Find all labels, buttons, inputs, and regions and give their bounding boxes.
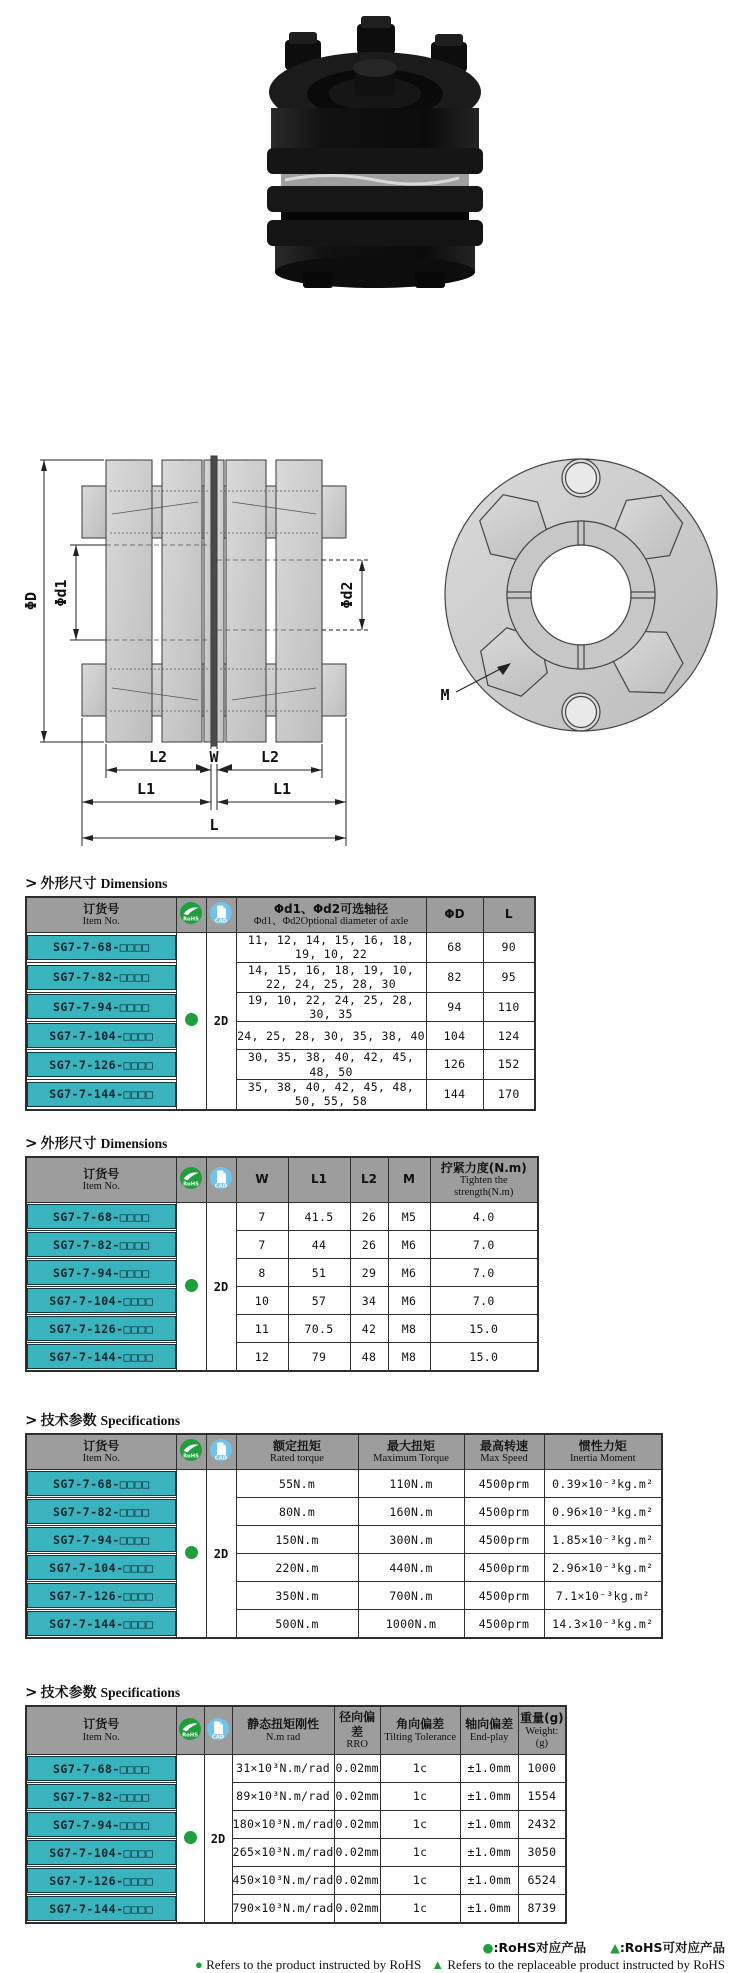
value-cell: 450×10³N.m/rad (232, 1867, 334, 1895)
value-cell: 124 (483, 1022, 535, 1050)
value-cell: 1000N.m (358, 1610, 464, 1639)
rohs-header-cell (176, 897, 206, 933)
item-no-cell: SG7-7-126-□□□□ (26, 1050, 176, 1080)
value-cell: 70.5 (288, 1315, 350, 1343)
value-cell: 24, 25, 28, 30, 35, 38, 40 (236, 1022, 426, 1050)
rohs-status-cell (176, 1470, 206, 1639)
rohs-status-cell (176, 1755, 204, 1924)
value-cell: 220N.m (236, 1554, 358, 1582)
heading-en: Specifications (100, 1413, 181, 1429)
dim-label-phi-d1: Φd1 (52, 579, 70, 607)
item-no-header: 订货号 Item No. (26, 897, 176, 933)
value-cell: 1c (380, 1811, 460, 1839)
value-cell: 1c (380, 1895, 460, 1924)
svg-text:RoHS: RoHS (183, 916, 199, 923)
heading-en: Dimensions (100, 876, 168, 891)
dim-label-l1-right: L1 (272, 780, 292, 798)
cad-2d-cell: 2D (206, 933, 236, 1110)
value-cell: 160N.m (358, 1498, 464, 1526)
cad-icon (209, 1438, 233, 1462)
section-heading (25, 873, 750, 893)
item-no-cell: SG7-7-126-□□□□ (26, 1867, 176, 1895)
item-no-header: 订货号 Item No. (26, 1706, 176, 1754)
value-cell: 89×10³N.m/rad (232, 1783, 334, 1811)
value-cell: 0.02mm (334, 1783, 380, 1811)
technical-drawing (0, 350, 750, 860)
heading-en: Dimensions (100, 1135, 168, 1151)
legend-line-zh (5, 1938, 725, 1956)
value-cell: 41.5 (288, 1203, 350, 1231)
column-header: 惯性力矩 Inertia Moment (544, 1434, 662, 1470)
value-cell: 4.0 (430, 1203, 538, 1231)
item-no-cell: SG7-7-68-□□□□ (26, 1470, 176, 1498)
table-header-row (26, 1434, 662, 1470)
value-cell: 19, 10, 22, 24, 25, 28, 30, 35 (236, 992, 426, 1022)
column-header: L (483, 897, 535, 933)
rohs-header-cell (176, 1157, 206, 1203)
value-cell: 2.96×10⁻³kg.m² (544, 1554, 662, 1582)
value-cell: 0.02mm (334, 1839, 380, 1867)
value-cell: M8 (388, 1315, 430, 1343)
column-header: W (236, 1157, 288, 1203)
value-cell: 440N.m (358, 1554, 464, 1582)
rohs-icon (179, 1166, 203, 1190)
cad-icon (209, 901, 233, 925)
legend-tri-en: Refers to the replaceable product instructed by RoHS (447, 1957, 725, 1973)
table-row (26, 1867, 566, 1895)
svg-text:CAD: CAD (214, 918, 228, 925)
cad-2d-cell: 2D (206, 1470, 236, 1639)
heading-zh: 技术参数 (40, 1685, 97, 1702)
table-row (26, 1498, 662, 1526)
column-header: M (388, 1157, 430, 1203)
table-row (26, 1287, 538, 1315)
value-cell: 29 (350, 1259, 388, 1287)
column-header: 重量(g) Weight:(g) (518, 1706, 566, 1754)
column-header: 角向偏差 Tilting Tolerance (380, 1706, 460, 1754)
rohs-green-dot (184, 1831, 197, 1844)
value-cell: 3050 (518, 1839, 566, 1867)
value-cell: 1c (380, 1783, 460, 1811)
value-cell: 15.0 (430, 1343, 538, 1372)
value-cell: 8 (236, 1259, 288, 1287)
specifications-table-2 (25, 1705, 567, 1924)
heading-en: Specifications (100, 1685, 181, 1701)
value-cell: 11 (236, 1315, 288, 1343)
table-row (26, 1783, 566, 1811)
section-heading (25, 1682, 750, 1702)
svg-text:RoHS: RoHS (183, 1453, 199, 1460)
cad-icon (209, 1166, 233, 1190)
value-cell: 55N.m (236, 1470, 358, 1498)
value-cell: 6524 (518, 1867, 566, 1895)
value-cell: 150N.m (236, 1526, 358, 1554)
svg-text:CAD: CAD (214, 1183, 228, 1190)
legend-tri-zh: :RoHS可对应产品 (619, 1940, 725, 1956)
value-cell: ±1.0mm (460, 1867, 518, 1895)
value-cell: 35, 38, 40, 42, 45, 48, 50, 55, 58 (236, 1080, 426, 1110)
item-no-cell: SG7-7-82-□□□□ (26, 1783, 176, 1811)
cad-header-cell (206, 1434, 236, 1470)
value-cell: 12 (236, 1343, 288, 1372)
column-header: 静态扭矩刚性 N.m rad (232, 1706, 334, 1754)
value-cell: M6 (388, 1287, 430, 1315)
rohs-icon (179, 901, 203, 925)
value-cell: 48 (350, 1343, 388, 1372)
item-no-cell: SG7-7-126-□□□□ (26, 1315, 176, 1343)
column-header: 拧紧力度(N.m) Tighten the strength(N.m) (430, 1157, 538, 1203)
value-cell: M5 (388, 1203, 430, 1231)
table-row (26, 1022, 535, 1050)
item-no-cell: SG7-7-144-□□□□ (26, 1343, 176, 1372)
item-no-cell: SG7-7-82-□□□□ (26, 1231, 176, 1259)
value-cell: 4500prm (464, 1470, 544, 1498)
table-row (26, 1554, 662, 1582)
dim-label-l1-left: L1 (136, 780, 156, 798)
item-no-cell: SG7-7-104-□□□□ (26, 1287, 176, 1315)
value-cell: ±1.0mm (460, 1839, 518, 1867)
item-no-cell: SG7-7-144-□□□□ (26, 1610, 176, 1639)
value-cell: 126 (426, 1050, 483, 1080)
item-no-cell: SG7-7-144-□□□□ (26, 1080, 176, 1110)
value-cell: 110N.m (358, 1470, 464, 1498)
table-row (26, 962, 535, 992)
value-cell: 68 (426, 933, 483, 963)
value-cell: 57 (288, 1287, 350, 1315)
heading-prefix: > (25, 1133, 38, 1152)
value-cell: 26 (350, 1203, 388, 1231)
dimensions-table-2 (25, 1156, 539, 1373)
value-cell: 94 (426, 992, 483, 1022)
value-cell: 7.1×10⁻³kg.m² (544, 1582, 662, 1610)
value-cell: ±1.0mm (460, 1783, 518, 1811)
value-cell: 0.02mm (334, 1867, 380, 1895)
item-no-cell: SG7-7-144-□□□□ (26, 1895, 176, 1924)
value-cell: 42 (350, 1315, 388, 1343)
value-cell: 44 (288, 1231, 350, 1259)
specifications-table-1 (25, 1433, 663, 1639)
item-no-cell: SG7-7-126-□□□□ (26, 1582, 176, 1610)
value-cell: 7 (236, 1203, 288, 1231)
svg-text:CAD: CAD (211, 1734, 225, 1741)
value-cell: M6 (388, 1259, 430, 1287)
rohs-header-cell (176, 1706, 204, 1754)
dim-label-l2-left: L2 (148, 748, 168, 766)
green-dot-icon: ● (482, 1940, 494, 1956)
table-row (26, 1231, 538, 1259)
value-cell: 15.0 (430, 1315, 538, 1343)
value-cell: 110 (483, 992, 535, 1022)
dim-label-l2-right: L2 (260, 748, 280, 766)
value-cell: 1000 (518, 1755, 566, 1783)
value-cell: 790×10³N.m/rad (232, 1895, 334, 1924)
product-photo (185, 10, 565, 295)
value-cell: 26 (350, 1231, 388, 1259)
item-no-cell: SG7-7-94-□□□□ (26, 1259, 176, 1287)
table-row (26, 1203, 538, 1231)
legend-line-en (5, 1957, 725, 1973)
value-cell: 79 (288, 1343, 350, 1372)
item-no-cell: SG7-7-82-□□□□ (26, 962, 176, 992)
column-header: Φd1、Φd2可选轴径 Φd1、Φd2Optional diameter of axle (236, 897, 426, 933)
table-row (26, 1582, 662, 1610)
table-row (26, 1315, 538, 1343)
value-cell: 10 (236, 1287, 288, 1315)
value-cell: 80N.m (236, 1498, 358, 1526)
green-dot-icon: ● (194, 1957, 203, 1973)
item-no-header: 订货号 Item No. (26, 1157, 176, 1203)
cad-2d-cell: 2D (204, 1755, 232, 1924)
table-row (26, 933, 535, 963)
value-cell: 1554 (518, 1783, 566, 1811)
value-cell: 500N.m (236, 1610, 358, 1639)
value-cell: 1c (380, 1755, 460, 1783)
table-header-row (26, 897, 535, 933)
value-cell: 0.96×10⁻³kg.m² (544, 1498, 662, 1526)
svg-text:RoHS: RoHS (183, 1181, 199, 1188)
item-no-cell: SG7-7-68-□□□□ (26, 1755, 176, 1783)
value-cell: 265×10³N.m/rad (232, 1839, 334, 1867)
value-cell: 4500prm (464, 1610, 544, 1639)
heading-zh: 技术参数 (40, 1413, 97, 1430)
value-cell: 0.39×10⁻³kg.m² (544, 1470, 662, 1498)
cad-2d-cell: 2D (206, 1203, 236, 1372)
heading-prefix: > (25, 874, 38, 892)
value-cell: 0.02mm (334, 1895, 380, 1924)
item-no-cell: SG7-7-94-□□□□ (26, 1811, 176, 1839)
table-row (26, 1755, 566, 1783)
table-row (26, 1895, 566, 1924)
rohs-header-cell (176, 1434, 206, 1470)
table-row (26, 1470, 662, 1498)
value-cell: M8 (388, 1343, 430, 1372)
item-no-cell: SG7-7-68-□□□□ (26, 933, 176, 963)
item-no-cell: SG7-7-82-□□□□ (26, 1498, 176, 1526)
value-cell: 8739 (518, 1895, 566, 1924)
coupling-cross-section (82, 456, 346, 746)
value-cell: 82 (426, 962, 483, 992)
legend-dot-en: Refers to the product instructed by RoHS (206, 1957, 422, 1973)
value-cell: 104 (426, 1022, 483, 1050)
value-cell: 700N.m (358, 1582, 464, 1610)
heading-zh: 外形尺寸 (40, 876, 97, 892)
rohs-icon (178, 1717, 202, 1741)
rohs-green-dot (185, 1279, 198, 1292)
value-cell: 0.02mm (334, 1811, 380, 1839)
item-no-cell: SG7-7-104-□□□□ (26, 1554, 176, 1582)
item-no-header: 订货号 Item No. (26, 1434, 176, 1470)
rohs-status-cell (176, 1203, 206, 1372)
table-row (26, 1050, 535, 1080)
table-row (26, 1259, 538, 1287)
section-specifications-1 (25, 1410, 750, 1639)
cad-header-cell (204, 1706, 232, 1754)
rohs-status-cell (176, 933, 206, 1110)
dim-label-phi-d2: Φd2 (338, 581, 356, 609)
cad-header-cell (206, 1157, 236, 1203)
rohs-icon (179, 1438, 203, 1462)
table-row (26, 1610, 662, 1639)
svg-text:CAD: CAD (214, 1455, 228, 1462)
section-specifications-2 (25, 1682, 750, 1924)
value-cell: 7 (236, 1231, 288, 1259)
rohs-green-dot (185, 1013, 198, 1026)
column-header: 最高转速 Max Speed (464, 1434, 544, 1470)
rohs-green-dot (185, 1546, 198, 1559)
dim-label-phi-d: ΦD (22, 591, 40, 611)
value-cell: 0.02mm (334, 1755, 380, 1783)
dim-label-w: W (209, 748, 219, 766)
value-cell: 90 (483, 933, 535, 963)
table-header-row (26, 1157, 538, 1203)
value-cell: ±1.0mm (460, 1755, 518, 1783)
table-row (26, 1343, 538, 1372)
column-header: ΦD (426, 897, 483, 933)
table-row (26, 992, 535, 1022)
heading-zh: 外形尺寸 (40, 1135, 97, 1152)
dim-label-l: L (209, 816, 219, 834)
value-cell: 7.0 (430, 1287, 538, 1315)
value-cell: ±1.0mm (460, 1811, 518, 1839)
value-cell: 31×10³N.m/rad (232, 1755, 334, 1783)
section-dimensions-1 (25, 873, 750, 1111)
value-cell: 11, 12, 14, 15, 16, 18, 19, 10, 22 (236, 933, 426, 963)
value-cell: 350N.m (236, 1582, 358, 1610)
value-cell: 1c (380, 1839, 460, 1867)
value-cell: 4500prm (464, 1554, 544, 1582)
column-header: 最大扭矩 Maximum Torque (358, 1434, 464, 1470)
value-cell: 14, 15, 16, 18, 19, 10, 22, 24, 25, 28, 30 (236, 962, 426, 992)
column-header: 轴向偏差 End-play (460, 1706, 518, 1754)
table-header-row (26, 1706, 566, 1754)
column-header: L1 (288, 1157, 350, 1203)
section-heading (25, 1133, 750, 1153)
value-cell: 180×10³N.m/rad (232, 1811, 334, 1839)
value-cell: 152 (483, 1050, 535, 1080)
green-triangle-icon: ▲ (610, 1940, 620, 1956)
legend-dot-zh: :RoHS对应产品 (493, 1940, 587, 1956)
value-cell: 34 (350, 1287, 388, 1315)
section-heading (25, 1410, 750, 1430)
heading-prefix: > (25, 1411, 38, 1430)
table-row (26, 1839, 566, 1867)
value-cell: 170 (483, 1080, 535, 1110)
value-cell: 4500prm (464, 1498, 544, 1526)
item-no-cell: SG7-7-94-□□□□ (26, 992, 176, 1022)
value-cell: 2432 (518, 1811, 566, 1839)
item-no-cell: SG7-7-94-□□□□ (26, 1526, 176, 1554)
value-cell: 300N.m (358, 1526, 464, 1554)
value-cell: ±1.0mm (460, 1895, 518, 1924)
item-no-cell: SG7-7-104-□□□□ (26, 1022, 176, 1050)
table-row (26, 1080, 535, 1110)
column-header: 额定扭矩 Rated torque (236, 1434, 358, 1470)
cad-header-cell (206, 897, 236, 933)
value-cell: 144 (426, 1080, 483, 1110)
label-m-bolt: M (440, 686, 450, 704)
section-dimensions-2 (25, 1133, 750, 1373)
table-row (26, 1811, 566, 1839)
coupling-front-view (445, 459, 717, 731)
column-header: 径向偏差 RRO (334, 1706, 380, 1754)
value-cell: 14.3×10⁻³kg.m² (544, 1610, 662, 1639)
value-cell: 4500prm (464, 1526, 544, 1554)
value-cell: 30, 35, 38, 40, 42, 45, 48, 50 (236, 1050, 426, 1080)
value-cell: 51 (288, 1259, 350, 1287)
heading-prefix: > (25, 1683, 38, 1702)
value-cell: 7.0 (430, 1231, 538, 1259)
item-no-cell: SG7-7-68-□□□□ (26, 1203, 176, 1231)
svg-text:RoHS: RoHS (182, 1732, 198, 1739)
dimensions-table-1 (25, 896, 536, 1111)
rohs-legend (5, 1938, 725, 1973)
cad-icon (206, 1717, 230, 1741)
coupling-photo-illustration (185, 10, 565, 295)
green-triangle-icon: ▲ (431, 1957, 445, 1973)
value-cell: 1.85×10⁻³kg.m² (544, 1526, 662, 1554)
value-cell: M6 (388, 1231, 430, 1259)
value-cell: 95 (483, 962, 535, 992)
item-no-cell: SG7-7-104-□□□□ (26, 1839, 176, 1867)
value-cell: 1c (380, 1867, 460, 1895)
value-cell: 7.0 (430, 1259, 538, 1287)
value-cell: 4500prm (464, 1582, 544, 1610)
table-row (26, 1526, 662, 1554)
column-header: L2 (350, 1157, 388, 1203)
